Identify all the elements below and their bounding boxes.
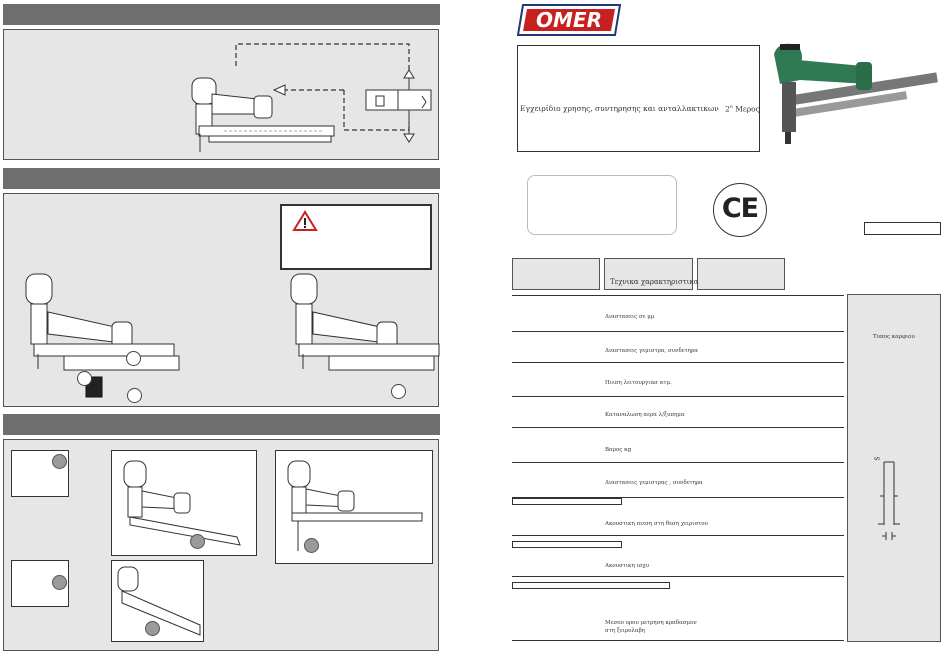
staple-type-label: Τυπος καρφιου <box>873 334 915 340</box>
header-cell-1 <box>512 258 600 290</box>
spec-label-pressure: Πιεση λειτουργιασ ατμ. <box>605 380 672 386</box>
section-panel-3 <box>3 439 439 651</box>
svg-text:OMER: OMER <box>536 8 602 32</box>
stapler-frame-3 <box>275 450 433 564</box>
ce-mark: CE <box>713 183 767 237</box>
spec-label-air-consumption: Καταναλωση αερα λ/ξυπημα <box>605 412 685 418</box>
detail-frame-2 <box>11 560 69 607</box>
section-bar-2 <box>3 168 440 189</box>
spec-sub-bar <box>512 541 622 548</box>
spec-divider <box>512 535 844 536</box>
header-cell-3 <box>697 258 785 290</box>
step-marker-2 <box>77 371 92 386</box>
step-marker-4 <box>391 384 406 399</box>
step-marker-3 <box>127 388 142 403</box>
section-panel-1 <box>3 29 439 160</box>
spec-label-dimensions: Διαστασεις σε μμ <box>605 314 655 320</box>
detail-frame-1 <box>11 450 69 497</box>
spec-divider <box>512 462 844 463</box>
spec-divider <box>512 362 844 363</box>
section-panel-2 <box>3 193 439 407</box>
omer-logo <box>517 4 621 36</box>
magazine-loading-illustrations <box>4 194 440 408</box>
spec-sub-bar <box>512 582 670 589</box>
spec-divider <box>512 396 844 397</box>
spec-label-vibration: Μεσου ορου μετρηση κραδασμον <box>605 620 697 626</box>
spec-divider <box>512 576 844 577</box>
pneumatic-circuit-diagram <box>4 30 440 161</box>
spec-label-magazine: Διαστασεις γεμιστρα, συνδετηρα <box>605 348 698 354</box>
step-marker-1 <box>126 351 141 366</box>
section-bar-1 <box>3 4 440 25</box>
spec-label-sound-power: Ακουστικη ισχυ <box>605 563 650 569</box>
spec-label-sound-pressure: Ακουστικη πιεση στη θεση χειριστου <box>605 521 708 527</box>
stapler-frame-1 <box>111 450 257 556</box>
code-box <box>864 222 941 235</box>
spec-divider <box>512 331 844 332</box>
stapler-frame-2 <box>111 560 204 642</box>
manual-title: Εγχειρίδιο χρησης, συντηρησης και ανταλλακτικων <box>520 104 719 113</box>
spec-divider <box>512 640 844 641</box>
section-bar-3 <box>3 414 440 435</box>
manual-part: $2^o$ Μερος <box>725 104 760 114</box>
spec-divider <box>512 427 844 428</box>
spec-label-vibration-2: στη ξειρολαβη <box>605 628 646 634</box>
spec-label-staple-magazine: Διαστασεις γεμιστρας , συνδετηρα <box>605 480 703 486</box>
spec-label-weight: Βαρος κg <box>605 447 632 453</box>
spec-sub-bar <box>512 498 622 505</box>
spec-divider <box>512 295 844 296</box>
cover-title-box <box>517 45 760 152</box>
staple-dimension-label: S <box>874 456 882 461</box>
stapler-product-photo <box>768 40 943 152</box>
info-box <box>527 175 677 235</box>
staple-diagram <box>870 450 910 545</box>
specs-header-label: Τεχνικα χαρακτηριστικα <box>610 278 699 286</box>
